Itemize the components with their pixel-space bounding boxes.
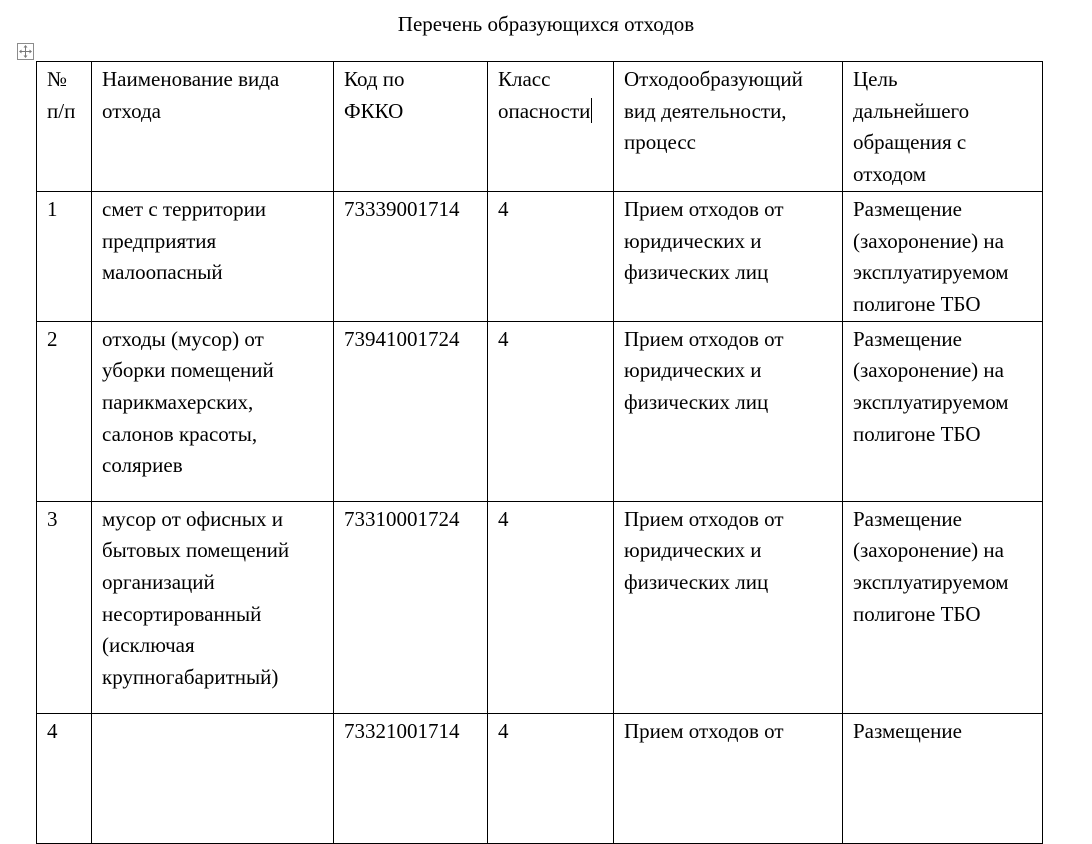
cell-number[interactable] bbox=[37, 501, 92, 713]
cell-purpose-text: Размещение (захоронение) на эксплуатируемом полигоне ТБО bbox=[853, 506, 1009, 626]
cell-activity-text: Прием отходов от юридических и физических лиц bbox=[624, 326, 784, 415]
header-activity-label: Отходообразующий вид деятельности, процесс bbox=[624, 67, 803, 155]
header-hazard-class-label: Класс опасности bbox=[498, 67, 591, 123]
cell-number-text: 1 bbox=[47, 196, 58, 221]
cell-code-text: 73339001714 bbox=[344, 196, 460, 221]
cell-code[interactable] bbox=[334, 501, 488, 713]
cell-code[interactable] bbox=[334, 713, 488, 843]
cell-activity-text: Прием отходов от юридических и физических лиц bbox=[624, 196, 784, 285]
cell-purpose[interactable] bbox=[843, 321, 1043, 501]
cell-purpose[interactable] bbox=[843, 501, 1043, 713]
cell-name-text: смет с территории предприятия малоопасный bbox=[102, 196, 267, 285]
cell-name[interactable] bbox=[92, 713, 334, 843]
cell-purpose-text: Размещение (захоронение) на эксплуатируемом полигоне ТБО bbox=[853, 326, 1009, 446]
document-title: Перечень образующихся отходов bbox=[397, 12, 695, 36]
header-cell-code[interactable] bbox=[334, 62, 488, 192]
cell-name-text: отходы (мусор) от уборки помещений парикмахерских, салонов красоты, соляриев bbox=[102, 326, 274, 478]
table-move-handle-icon[interactable] bbox=[17, 43, 34, 60]
cell-hazard-class[interactable] bbox=[488, 191, 614, 321]
table-header-row bbox=[37, 62, 1043, 192]
cell-number[interactable] bbox=[37, 321, 92, 501]
cell-purpose[interactable] bbox=[843, 191, 1043, 321]
cell-activity-text: Прием отходов от bbox=[624, 718, 784, 743]
cell-code-text: 73310001724 bbox=[344, 506, 460, 531]
header-cell-purpose[interactable] bbox=[843, 62, 1043, 192]
table-row bbox=[37, 713, 1043, 843]
text-cursor bbox=[591, 98, 592, 123]
cell-hazard-class[interactable] bbox=[488, 501, 614, 713]
cell-hazard-class[interactable] bbox=[488, 713, 614, 843]
cell-number-text: 2 bbox=[47, 326, 58, 351]
table-row bbox=[37, 501, 1043, 713]
cell-purpose[interactable] bbox=[843, 713, 1043, 843]
cell-number-text: 3 bbox=[47, 506, 58, 531]
cell-code[interactable] bbox=[334, 191, 488, 321]
header-code-label: Код по ФККО bbox=[344, 67, 405, 123]
waste-table bbox=[36, 61, 1043, 844]
cell-activity-text: Прием отходов от юридических и физических лиц bbox=[624, 506, 784, 595]
cell-purpose-text: Размещение bbox=[853, 718, 962, 743]
cell-hazard-class-text: 4 bbox=[498, 718, 509, 743]
header-cell-activity[interactable] bbox=[614, 62, 843, 192]
cell-code-text: 73321001714 bbox=[344, 718, 460, 743]
header-number-label: № п/п bbox=[47, 67, 76, 123]
cell-activity[interactable] bbox=[614, 501, 843, 713]
header-cell-hazard-class[interactable] bbox=[488, 62, 614, 192]
header-name-label: Наименование вида отхода bbox=[102, 67, 280, 123]
cell-purpose-text: Размещение (захоронение) на эксплуатируемом полигоне ТБО bbox=[853, 196, 1009, 316]
cell-name[interactable] bbox=[92, 501, 334, 713]
header-cell-name[interactable] bbox=[92, 62, 334, 192]
cell-number[interactable] bbox=[37, 191, 92, 321]
cell-activity[interactable] bbox=[614, 191, 843, 321]
cell-activity[interactable] bbox=[614, 321, 843, 501]
cell-hazard-class-text: 4 bbox=[498, 506, 509, 531]
cell-hazard-class[interactable] bbox=[488, 321, 614, 501]
cell-hazard-class-text: 4 bbox=[498, 196, 509, 221]
cell-name[interactable] bbox=[92, 191, 334, 321]
cell-hazard-class-text: 4 bbox=[498, 326, 509, 351]
cell-activity[interactable] bbox=[614, 713, 843, 843]
cell-number-text: 4 bbox=[47, 718, 58, 743]
cell-code[interactable] bbox=[334, 321, 488, 501]
table-row bbox=[37, 191, 1043, 321]
cell-code-text: 73941001724 bbox=[344, 326, 460, 351]
header-cell-number[interactable] bbox=[37, 62, 92, 192]
cell-name[interactable] bbox=[92, 321, 334, 501]
cell-number[interactable] bbox=[37, 713, 92, 843]
table-row bbox=[37, 321, 1043, 501]
cell-name-text: мусор от офисных и бытовых помещений организаций несортированный (исключая крупногабаритный) bbox=[102, 506, 290, 690]
header-purpose-label: Цель дальнейшего обращения с отходом bbox=[853, 67, 970, 187]
